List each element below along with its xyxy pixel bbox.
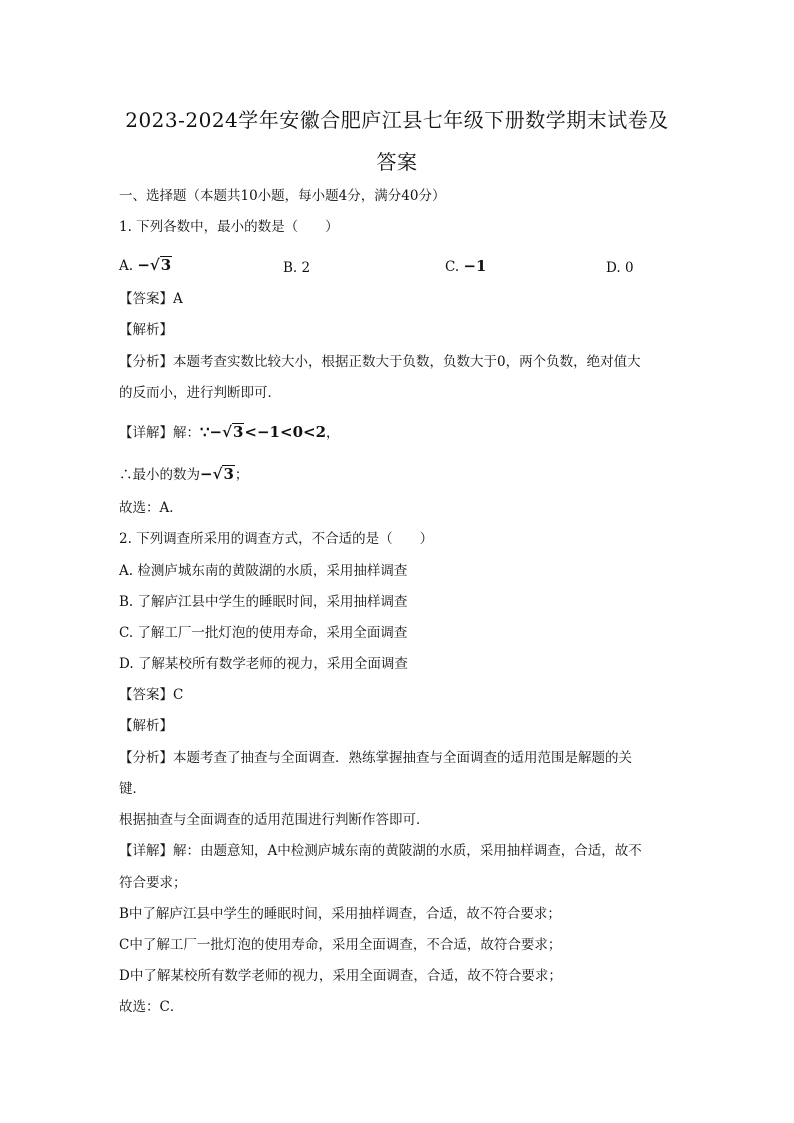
q1-analysis-text-1: 【分析】本题考查实数比较大小，根据正数大于负数，负数大于0，两个负数，绝对值大 — [119, 354, 641, 370]
q1-option-b-letter: B. — [283, 260, 298, 276]
minus-sign: − — [200, 465, 213, 483]
inequality-chain: <−1<0<2 — [244, 423, 327, 441]
semicolon: ； — [234, 467, 249, 483]
sqrt-symbol: √3 — [212, 465, 234, 483]
minus-sign: − — [137, 256, 150, 274]
q1-option-b — [283, 258, 310, 278]
q1-answer: 【答案】A — [119, 291, 183, 307]
sqrt-symbol: √3 — [222, 423, 244, 441]
radicand: 3 — [160, 256, 172, 274]
q1-option-a-value — [137, 256, 172, 274]
q2-answer: 【答案】C — [119, 687, 184, 703]
question-2-stem: 2. 下列调查所采用的调查方式，不合适的是（ ） — [119, 531, 434, 547]
question-1-stem: 1. 下列各数中，最小的数是（ ） — [119, 219, 339, 235]
q2-detail-3: B中了解庐江县中学生的睡眠时间，采用抽样调查，合适，故不符合要求； — [119, 906, 561, 922]
radicand: 3 — [223, 465, 234, 483]
q1-analysis-header: 【解析】 — [119, 322, 173, 338]
q2-detail-5: D中了解某校所有数学老师的视力，采用全面调查，合适，故不符合要求； — [119, 968, 562, 984]
q2-option-b: B. 了解庐江县中学生的睡眠时间，采用抽样调查 — [119, 594, 408, 610]
q2-detail-4: C中了解工厂一批灯泡的使用寿命，采用全面调查，不合适，故符合要求； — [119, 937, 562, 953]
q2-detail-1: 【详解】解：由题意知，A中检测庐城东南的黄陂湖的水质，采用抽样调查，合适，故不 — [119, 843, 642, 859]
q1-option-d-value: 0 — [624, 260, 634, 276]
q1-option-c-value: −1 — [463, 257, 487, 275]
section-heading: 一、选择题（本题共10小题，每小题4分，满分40分） — [119, 188, 446, 204]
q1-option-c — [445, 256, 486, 277]
q2-choice: 故选：C． — [119, 999, 184, 1015]
document-title-line-1: 2023-2024学年安徽合肥庐江县七年级下册数学期末试卷及 — [125, 108, 669, 132]
q1-option-a-letter: A. — [119, 258, 134, 274]
q2-analysis-text-2: 键． — [119, 781, 146, 797]
minus-sign: − — [209, 423, 223, 441]
document-title-line-2: 答案 — [376, 150, 418, 174]
because-symbol: ∵ — [200, 423, 210, 441]
q1-therefore-math — [200, 465, 235, 483]
sqrt-symbol: √3 — [149, 256, 172, 274]
therefore-text: ∴最小的数为 — [119, 467, 200, 483]
q1-therefore — [119, 464, 248, 485]
q1-detail — [119, 422, 340, 443]
q2-analysis-text-1: 【分析】本题考查了抽查与全面调查．熟练掌握抽查与全面调查的适用范围是解题的关 — [119, 750, 632, 766]
q1-option-c-letter: C. — [445, 259, 460, 275]
q1-option-a — [119, 255, 172, 276]
q1-detail-math — [200, 423, 326, 441]
q2-detail-2: 符合要求； — [119, 875, 187, 891]
q2-option-d: D. 了解某校所有数学老师的视力，采用全面调查 — [119, 656, 408, 672]
q1-analysis-text-2: 的反而小，进行判断即可． — [119, 385, 281, 401]
q2-option-c: C. 了解工厂一批灯泡的使用寿命，采用全面调查 — [119, 625, 408, 641]
q1-option-d — [606, 258, 634, 278]
q1-option-b-value: 2 — [301, 260, 311, 276]
comma: ， — [326, 425, 340, 441]
q2-analysis-header: 【解析】 — [119, 718, 173, 734]
q2-option-a: A. 检测庐城东南的黄陂湖的水质，采用抽样调查 — [119, 563, 408, 579]
radicand: 3 — [232, 423, 244, 441]
detail-label: 【详解】解： — [119, 425, 200, 441]
q2-analysis-text-3: 根据抽查与全面调查的适用范围进行判断作答即可． — [119, 812, 430, 828]
q1-choice: 故选：A． — [119, 500, 183, 516]
q1-option-d-letter: D. — [606, 260, 621, 276]
